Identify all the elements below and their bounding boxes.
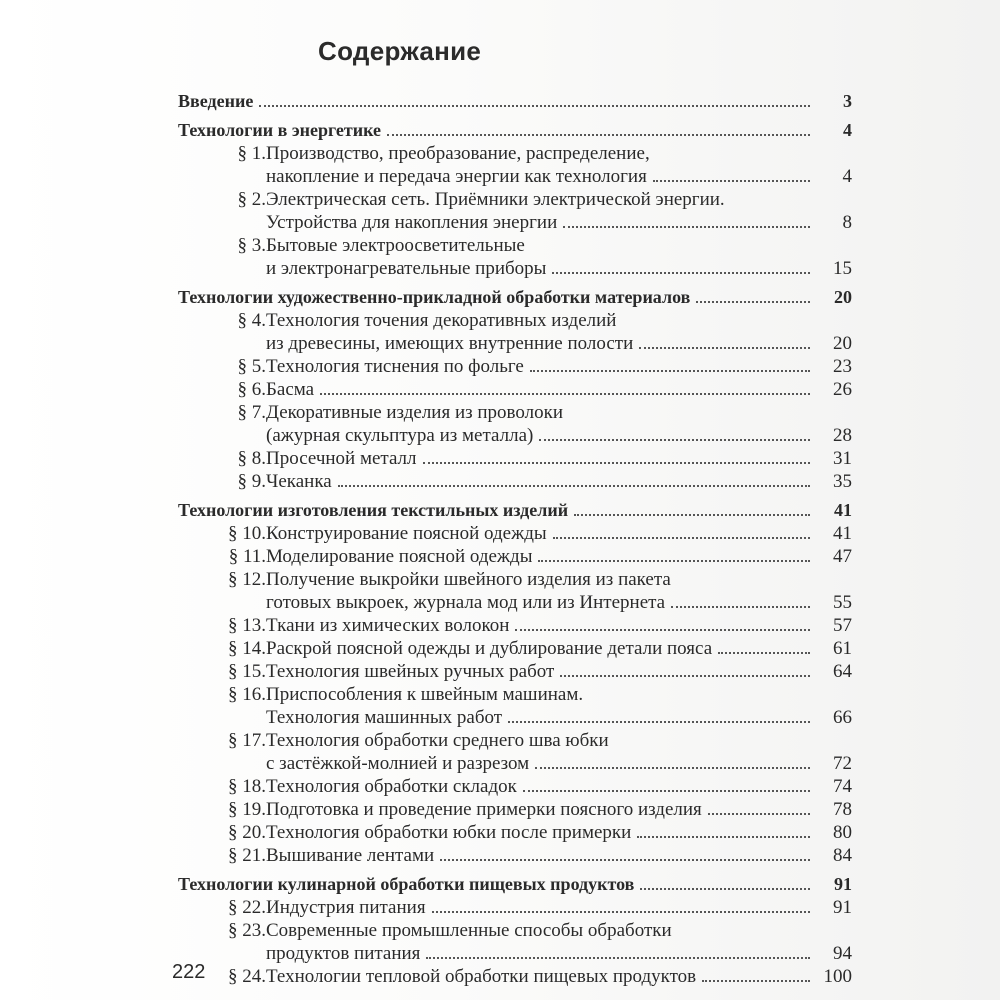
toc-entry: [178, 821, 852, 844]
toc-entry-title: продуктов питания: [266, 943, 421, 964]
toc-section-number: § 2.: [237, 189, 266, 210]
toc-entry: [178, 401, 852, 424]
toc-section-number: § 24.: [228, 966, 266, 987]
toc-page-number: 41: [833, 523, 852, 544]
toc-section-number: § 13.: [228, 615, 266, 636]
toc-entry-title: Приспособления к швейным машинам.: [266, 684, 584, 705]
dot-leader: [574, 514, 810, 516]
toc-entry: [178, 660, 852, 683]
toc-entry: [178, 545, 852, 568]
toc-entry-title: накопление и передача энергии как технология: [266, 166, 647, 187]
dot-leader: [563, 226, 810, 228]
toc-entry: [178, 378, 852, 401]
toc-entry: [178, 257, 852, 280]
toc-section-number: § 4.: [237, 310, 266, 331]
dot-leader: [696, 301, 810, 303]
dot-leader: [702, 980, 810, 982]
dot-leader: [639, 347, 810, 349]
toc-section: [178, 286, 852, 309]
toc-entry-title: Подготовка и проведение примерки поясного изделия: [266, 799, 702, 820]
toc-section: [178, 499, 852, 522]
dot-leader: [320, 393, 810, 395]
toc-entry: [178, 683, 852, 706]
toc-section-title: Технологии в энергетике: [178, 120, 382, 140]
toc-page-number: 91: [833, 897, 852, 918]
toc-entry: [178, 447, 852, 470]
toc-section-number: § 6.: [237, 379, 266, 400]
toc-entry-title: Производство, преобразование, распределение,: [266, 143, 650, 164]
toc-page-number: 100: [823, 966, 852, 987]
dot-leader: [535, 767, 810, 769]
toc-entry: [178, 591, 852, 614]
toc-section-number: § 9.: [237, 471, 266, 492]
dot-leader: [387, 134, 810, 136]
toc-entry-title: готовых выкроек, журнала мод или из Интернета: [266, 592, 666, 613]
toc-entry-title: Конструирование поясной одежды: [266, 523, 547, 544]
toc-entry: [178, 142, 852, 165]
toc-page-number: 80: [833, 822, 852, 843]
toc-entry-title: и электронагревательные приборы: [266, 258, 547, 279]
toc-page-number: 47: [833, 546, 852, 567]
toc-section-number: § 15.: [228, 661, 266, 682]
toc-entry: [178, 637, 852, 660]
toc-section-number: § 18.: [228, 776, 266, 797]
toc-entry-title: (ажурная скульптура из металла): [266, 425, 534, 446]
dot-leader: [530, 370, 810, 372]
toc-entry: [178, 234, 852, 257]
toc-entry: [178, 775, 852, 798]
toc-page-number: 74: [833, 776, 852, 797]
toc-entry-title: Басма: [266, 379, 315, 400]
toc-entry: [178, 188, 852, 211]
toc-entry: [178, 614, 852, 637]
dot-leader: [440, 859, 810, 861]
dot-leader: [508, 721, 810, 723]
toc-entry: [178, 568, 852, 591]
toc-entry-title: Технология обработки складок: [266, 776, 517, 797]
toc-entry: [178, 798, 852, 821]
toc-section-number: § 23.: [228, 920, 266, 941]
toc-entry: [178, 470, 852, 493]
toc-section-number: § 5.: [237, 356, 266, 377]
toc-section-number: § 16.: [228, 684, 266, 705]
dot-leader: [718, 652, 810, 654]
toc-entry: [178, 965, 852, 988]
toc-page-number: 8: [842, 212, 852, 233]
toc-entry-title: Индустрия питания: [266, 897, 426, 918]
toc-page-number: 94: [833, 943, 852, 964]
toc-page-number: 26: [833, 379, 852, 400]
dot-leader: [338, 485, 810, 487]
toc-entry-title: Устройства для накопления энергии: [266, 212, 558, 233]
toc-entry-title: Технология точения декоративных изделий: [266, 310, 617, 331]
dot-leader: [708, 813, 810, 815]
toc-entry: [178, 211, 852, 234]
toc-section-number: § 19.: [228, 799, 266, 820]
toc-entry: [178, 165, 852, 188]
dot-leader: [539, 439, 810, 441]
toc-entry: [178, 844, 852, 867]
toc-page-number: 35: [833, 471, 852, 492]
toc-page-number: 3: [843, 91, 852, 111]
toc-section-number: § 7.: [237, 402, 266, 423]
toc-page-number: 4: [842, 166, 852, 187]
toc-section-number: § 12.: [228, 569, 266, 590]
page-title: Содержание: [318, 36, 482, 66]
toc-section-number: § 3.: [237, 235, 266, 256]
toc-entry-title: Раскрой поясной одежды и дублирование детали пояса: [266, 638, 713, 659]
toc-entry: [178, 706, 852, 729]
toc-entry-title: Электрическая сеть. Приёмники электрической энергии.: [266, 189, 725, 210]
dot-leader: [553, 537, 810, 539]
toc-section-number: § 22.: [228, 897, 266, 918]
toc-page-number: 55: [833, 592, 852, 613]
table-of-contents: [178, 90, 852, 988]
toc-page-number: 72: [833, 753, 852, 774]
toc-entry: [178, 332, 852, 355]
toc-page-number: 91: [834, 874, 852, 894]
toc-section-title: Технологии изготовления текстильных изделий: [178, 500, 569, 520]
dot-leader: [552, 272, 810, 274]
toc-page-number: 20: [833, 333, 852, 354]
toc-entry: [178, 919, 852, 942]
toc-entry: [178, 896, 852, 919]
dot-leader: [423, 462, 810, 464]
toc-section-number: § 14.: [228, 638, 266, 659]
toc-entry-title: Декоративные изделия из проволоки: [266, 402, 564, 423]
toc-entry-title: Просечной металл: [266, 448, 417, 469]
toc-section-number: § 20.: [228, 822, 266, 843]
toc-page-number: 84: [833, 845, 852, 866]
toc-section-title: Технологии художественно-прикладной обработки материалов: [178, 287, 691, 307]
toc-section-number: § 10.: [228, 523, 266, 544]
toc-page-number: 28: [833, 425, 852, 446]
toc-section: [178, 873, 852, 896]
toc-page-number: 64: [833, 661, 852, 682]
toc-entry-title: Чеканка: [266, 471, 332, 492]
dot-leader: [432, 911, 810, 913]
toc-entry-title: Технология обработки юбки после примерки: [266, 822, 632, 843]
toc-entry-title: Ткани из химических волокон: [266, 615, 510, 636]
toc-page-number: 4: [843, 120, 852, 140]
toc-entry-title: Технология машинных работ: [266, 707, 503, 728]
toc-entry: [178, 309, 852, 332]
dot-leader: [259, 105, 810, 107]
toc-section-number: § 11.: [228, 546, 266, 567]
toc-entry-title: Технологии тепловой обработки пищевых продуктов: [266, 966, 697, 987]
dot-leader: [637, 836, 810, 838]
toc-entry-title: Получение выкройки швейного изделия из пакета: [266, 569, 671, 590]
toc-entry: [178, 522, 852, 545]
dot-leader: [515, 629, 810, 631]
toc-page-number: 61: [833, 638, 852, 659]
dot-leader: [426, 957, 810, 959]
toc-entry-title: Вышивание лентами: [266, 845, 435, 866]
toc-page-number: 23: [833, 356, 852, 377]
toc-entry: [178, 424, 852, 447]
toc-entry-title: Моделирование поясной одежды: [266, 546, 533, 567]
toc-entry-title: из древесины, имеющих внутренние полости: [266, 333, 634, 354]
toc-page-number: 66: [833, 707, 852, 728]
toc-page-number: 20: [834, 287, 852, 307]
toc-page-number: 41: [834, 500, 852, 520]
toc-section: [178, 90, 852, 113]
toc-entry: [178, 355, 852, 378]
toc-section-title: Технологии кулинарной обработки пищевых продуктов: [178, 874, 635, 894]
toc-section-title: Введение: [178, 91, 254, 111]
dot-leader: [640, 888, 810, 890]
dot-leader: [671, 606, 810, 608]
toc-section-number: § 21.: [228, 845, 266, 866]
toc-section: [178, 119, 852, 142]
toc-entry-title: Бытовые электроосветительные: [266, 235, 525, 256]
toc-page-number: 31: [833, 448, 852, 469]
dot-leader: [560, 675, 810, 677]
toc-section-number: § 17.: [228, 730, 266, 751]
toc-section-number: § 8.: [237, 448, 266, 469]
dot-leader: [538, 560, 810, 562]
toc-entry: [178, 942, 852, 965]
dot-leader: [653, 180, 810, 182]
toc-entry-title: Современные промышленные способы обработки: [266, 920, 672, 941]
toc-entry-title: Технология швейных ручных работ: [266, 661, 555, 682]
toc-entry-title: Технология обработки среднего шва юбки: [266, 730, 609, 751]
toc-entry-title: Технология тиснения по фольге: [266, 356, 524, 377]
page-number: 222: [172, 961, 206, 983]
toc-entry: [178, 752, 852, 775]
toc-entry: [178, 729, 852, 752]
dot-leader: [523, 790, 810, 792]
toc-page-number: 15: [833, 258, 852, 279]
toc-page-number: 57: [833, 615, 852, 636]
toc-page-number: 78: [833, 799, 852, 820]
toc-entry-title: с застёжкой-молнией и разрезом: [266, 753, 530, 774]
toc-section-number: § 1.: [237, 143, 266, 164]
